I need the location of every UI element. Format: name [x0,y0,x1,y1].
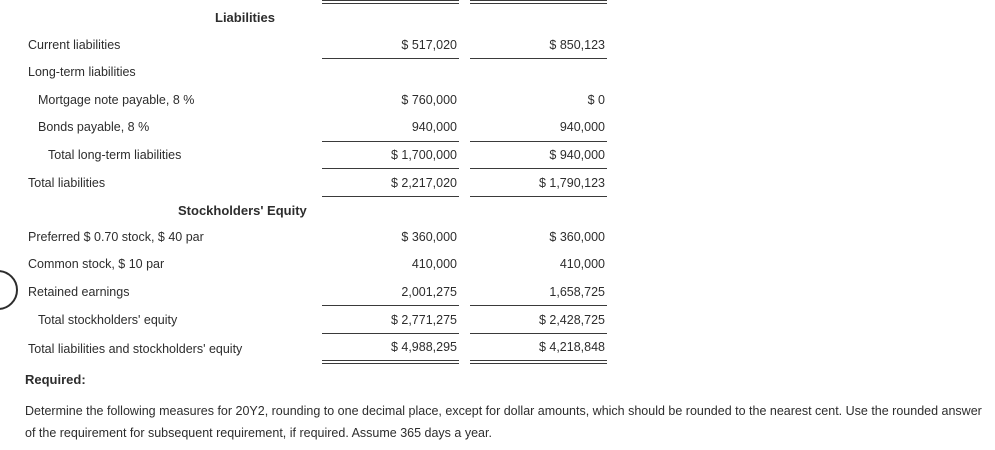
double-rule-total-col2 [470,360,607,364]
mortgage-value-col2: $ 0 [587,93,605,107]
total-liabilities-label: Total liabilities [28,176,106,190]
total-long-term-value-col1: $ 1,700,000 [390,148,457,162]
mortgage-label: Mortgage note payable, 8 % [38,93,195,107]
current-liabilities-label: Current liabilities [28,38,121,52]
rule-retained-col2 [470,305,607,306]
liabilities-heading: Liabilities [215,10,275,25]
retained-earnings-value-col1: 2,001,275 [401,285,457,299]
common-stock-label: Common stock, $ 10 par [28,257,165,271]
total-long-term-value-col2: $ 940,000 [549,148,605,162]
rule-retained-col1 [322,305,459,306]
rule-total-liabilities-col2 [470,196,607,197]
total-liab-equity-value-col1: $ 4,988,295 [390,340,457,354]
bonds-value-col1: 940,000 [411,120,457,134]
total-liabilities-value-col2: $ 1,790,123 [538,176,605,190]
radio-circle-icon[interactable] [0,270,18,310]
retained-earnings-label: Retained earnings [28,285,130,299]
rule-bonds-col2 [470,141,607,142]
total-liabilities-value-col1: $ 2,217,020 [390,176,457,190]
total-long-term-label: Total long-term liabilities [48,148,182,162]
rule-total-equity-col2 [470,333,607,334]
rule-bonds-col1 [322,141,459,142]
bonds-value-col2: 940,000 [559,120,605,134]
rule-current-col2 [470,58,607,59]
equity-heading: Stockholders' Equity [178,203,307,218]
mortgage-value-col1: $ 760,000 [401,93,457,107]
long-term-liabilities-label: Long-term liabilities [28,65,136,79]
top-double-rule-col2 [470,0,607,4]
rule-total-liabilities-col1 [322,196,459,197]
current-liabilities-value-col1: $ 517,020 [401,38,457,52]
total-equity-value-col1: $ 2,771,275 [390,313,457,327]
preferred-stock-value-col1: $ 360,000 [401,230,457,244]
top-double-rule-col1 [322,0,459,4]
common-stock-value-col1: 410,000 [411,257,457,271]
total-equity-label: Total stockholders' equity [38,313,178,327]
instructions-paragraph: Determine the following measures for 20Y2, rounding to one decimal place, except for dollar amounts, which should be rounded to the nearest cent. Use the rounded answer of the requirement for subsequent requirement, if required. Assume 365 days a year. [25,404,982,440]
common-stock-value-col2: 410,000 [559,257,605,271]
total-liab-equity-label: Total liabilities and stockholders' equity [28,342,243,356]
required-heading: Required: [25,372,86,387]
total-equity-value-col2: $ 2,428,725 [538,313,605,327]
rule-total-equity-col1 [322,333,459,334]
retained-earnings-value-col2: 1,658,725 [549,285,605,299]
preferred-stock-value-col2: $ 360,000 [549,230,605,244]
total-liab-equity-value-col2: $ 4,218,848 [538,340,605,354]
double-rule-total-col1 [322,360,459,364]
rule-total-long-term-col2 [470,168,607,169]
current-liabilities-value-col2: $ 850,123 [549,38,605,52]
rule-current-col1 [322,58,459,59]
preferred-stock-label: Preferred $ 0.70 stock, $ 40 par [28,230,204,244]
bonds-label: Bonds payable, 8 % [38,120,150,134]
rule-total-long-term-col1 [322,168,459,169]
